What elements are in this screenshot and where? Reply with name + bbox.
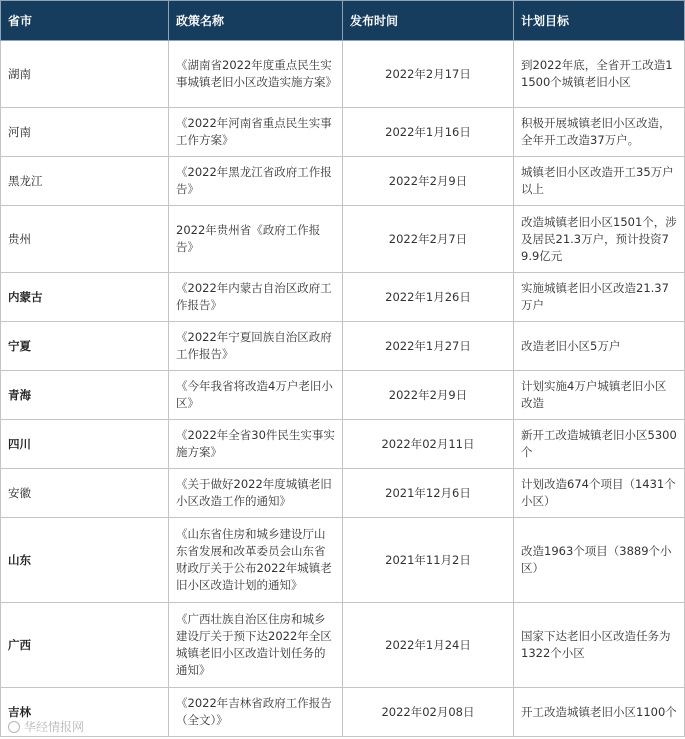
table-row	[1, 273, 685, 322]
release-date-cell: 2022年1月24日	[343, 603, 514, 688]
province-cell: 广西	[1, 603, 169, 688]
province-cell: 安徽	[1, 469, 169, 518]
plan-target-cell: 新开工改造城镇老旧小区5300个	[514, 420, 685, 469]
table-row	[1, 41, 685, 108]
table-row	[1, 420, 685, 469]
policy-name-cell: 2022年贵州省《政府工作报告》	[169, 206, 343, 273]
header-policy-name: 政策名称	[169, 1, 343, 41]
plan-target-cell: 实施城镇老旧小区改造21.37万户	[514, 273, 685, 322]
province-cell: 内蒙古	[1, 273, 169, 322]
table-row	[1, 322, 685, 371]
policy-name-cell: 《今年我省将改造4万户老旧小区》	[169, 371, 343, 420]
province-cell: 青海	[1, 371, 169, 420]
province-cell: 河南	[1, 108, 169, 157]
header-release-date: 发布时间	[343, 1, 514, 41]
release-date-cell: 2022年1月27日	[343, 322, 514, 371]
table-row	[1, 206, 685, 273]
plan-target-cell: 国家下达老旧小区改造任务为1322个小区	[514, 603, 685, 688]
policy-name-cell: 《2022年内蒙古自治区政府工作报告》	[169, 273, 343, 322]
release-date-cell: 2022年2月9日	[343, 371, 514, 420]
table-row	[1, 469, 685, 518]
header-row	[1, 1, 685, 41]
watermark-logo-icon	[8, 721, 20, 733]
plan-target-cell: 积极开展城镇老旧小区改造，全年开工改造37万户。	[514, 108, 685, 157]
table-row	[1, 518, 685, 603]
plan-target-cell: 改造城镇老旧小区1501个，涉及居民21.3万户，预计投资79.9亿元	[514, 206, 685, 273]
plan-target-cell: 改造1963个项目（3889个小区）	[514, 518, 685, 603]
policy-name-cell: 《2022年全省30件民生实事实施方案》	[169, 420, 343, 469]
policy-name-cell: 《山东省住房和城乡建设厅山东省发展和改革委员会山东省财政厅关于公布2022年城镇老旧小区改造计划的通知》	[169, 518, 343, 603]
release-date-cell: 2021年12月6日	[343, 469, 514, 518]
release-date-cell: 2022年02月11日	[343, 420, 514, 469]
policy-name-cell: 《2022年宁夏回族自治区政府工作报告》	[169, 322, 343, 371]
table-row	[1, 157, 685, 206]
province-cell: 四川	[1, 420, 169, 469]
plan-target-cell: 到2022年底，全省开工改造11500个城镇老旧小区	[514, 41, 685, 108]
policy-name-cell: 《广西壮族自治区住房和城乡建设厅关于预下达2022年全区城镇老旧小区改造计划任务的通知》	[169, 603, 343, 688]
plan-target-cell: 计划改造674个项目（1431个小区）	[514, 469, 685, 518]
province-cell: 山东	[1, 518, 169, 603]
province-cell: 黑龙江	[1, 157, 169, 206]
table-row	[1, 688, 685, 737]
release-date-cell: 2022年2月9日	[343, 157, 514, 206]
release-date-cell: 2022年1月26日	[343, 273, 514, 322]
table-row	[1, 108, 685, 157]
table-row	[1, 371, 685, 420]
plan-target-cell: 城镇老旧小区改造开工35万户以上	[514, 157, 685, 206]
plan-target-cell: 计划实施4万户城镇老旧小区改造	[514, 371, 685, 420]
policy-name-cell: 《2022年吉林省政府工作报告（全文）》	[169, 688, 343, 737]
policy-name-cell: 《2022年河南省重点民生实事工作方案》	[169, 108, 343, 157]
release-date-cell: 2022年02月08日	[343, 688, 514, 737]
policy-name-cell: 《湖南省2022年度重点民生实事城镇老旧小区改造实施方案》	[169, 41, 343, 108]
release-date-cell: 2022年1月16日	[343, 108, 514, 157]
policy-name-cell: 《2022年黑龙江省政府工作报告》	[169, 157, 343, 206]
header-plan-target: 计划目标	[514, 1, 685, 41]
province-cell: 宁夏	[1, 322, 169, 371]
province-cell: 贵州	[1, 206, 169, 273]
province-cell: 湖南	[1, 41, 169, 108]
province-cell: 吉林	[1, 688, 169, 737]
plan-target-cell: 改造老旧小区5万户	[514, 322, 685, 371]
header-province: 省市	[1, 1, 169, 41]
policy-name-cell: 《关于做好2022年度城镇老旧小区改造工作的通知》	[169, 469, 343, 518]
watermark-text: 华经情报网	[24, 720, 85, 734]
watermark	[8, 718, 84, 735]
table-row	[1, 603, 685, 688]
release-date-cell: 2022年2月7日	[343, 206, 514, 273]
release-date-cell: 2022年2月17日	[343, 41, 514, 108]
release-date-cell: 2021年11月2日	[343, 518, 514, 603]
plan-target-cell: 开工改造城镇老旧小区1100个	[514, 688, 685, 737]
